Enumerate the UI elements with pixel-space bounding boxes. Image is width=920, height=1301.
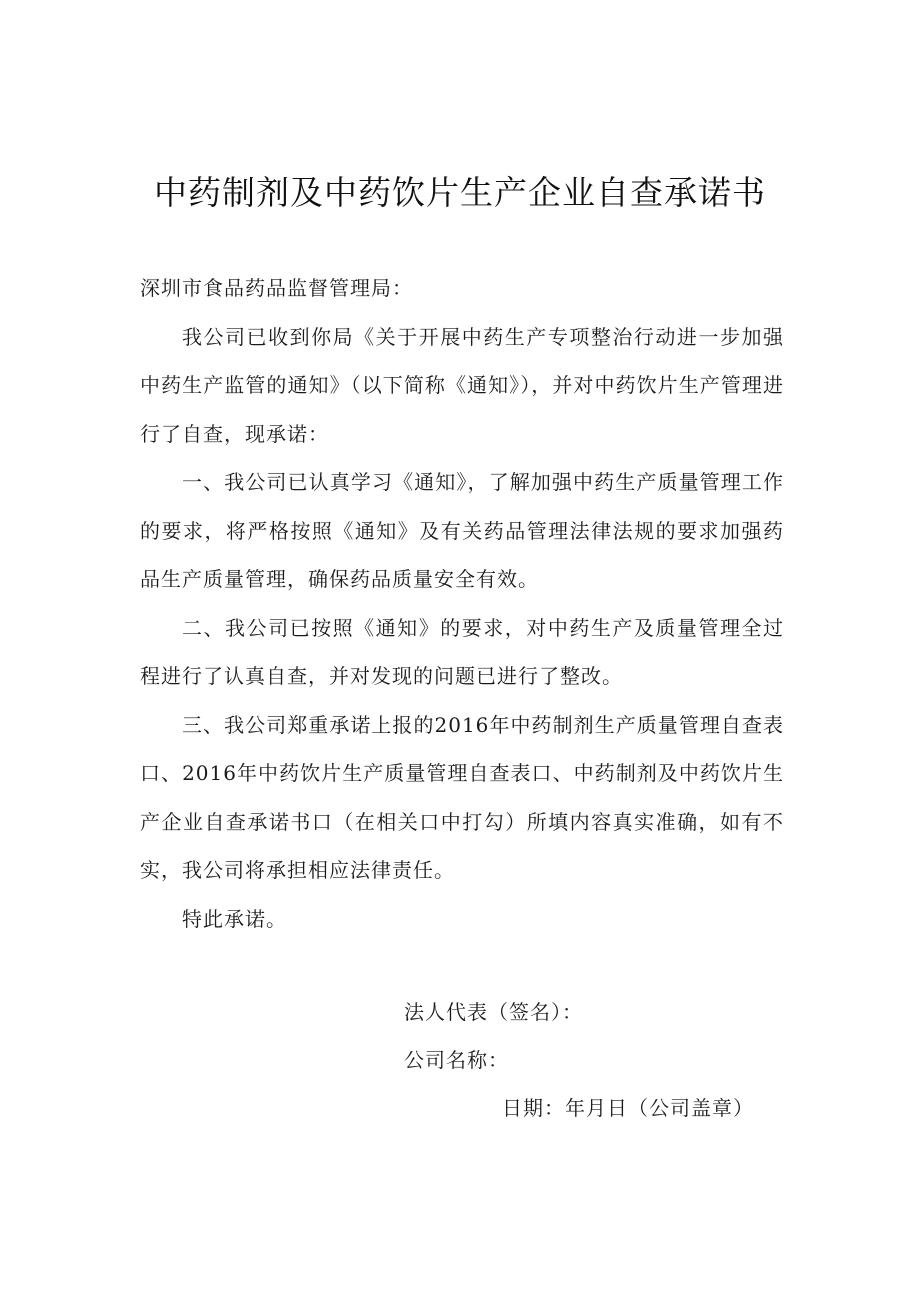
document-title: 中药制剂及中药饮片生产企业自查承诺书 [154,173,766,212]
signature-date: 日期：年月日（公司盖章） [502,1096,754,1120]
addressee: 深圳市食品药品监督管理局： [140,276,413,300]
paragraph-two: 二、我公司已按照《通知》的要求，对中药生产及质量管理全过程进行了认真自查，并对发现的问题已进行了整改。 [140,615,784,688]
signature-company-name: 公司名称： [404,1048,509,1072]
paragraph-intro: 我公司已收到你局《关于开展中药生产专项整治行动进一步加强中药生产监管的通知》（以下简称《通知》），并对中药饮片生产管理进行了自查，现承诺： [140,324,784,446]
signature-legal-rep: 法人代表（签名）： [404,1000,583,1024]
paragraph-closing: 特此承诺。 [182,906,287,931]
paragraph-one: 一、我公司已认真学习《通知》，了解加强中药生产质量管理工作的要求，将严格按照《通知》及有关药品管理法律法规的要求加强药品生产质量管理，确保药品质量安全有效。 [140,470,784,591]
document-body [140,264,784,943]
paragraph-three: 三、我公司郑重承诺上报的2016年中药制剂生产质量管理自查表口、2016年中药饮片生产质量管理自查表口、中药制剂及中药饮片生产企业自查承诺书口（在相关口中打勾）所填内容真实准确，如有不实，我公司将承担相应法律责任。 [140,712,784,882]
